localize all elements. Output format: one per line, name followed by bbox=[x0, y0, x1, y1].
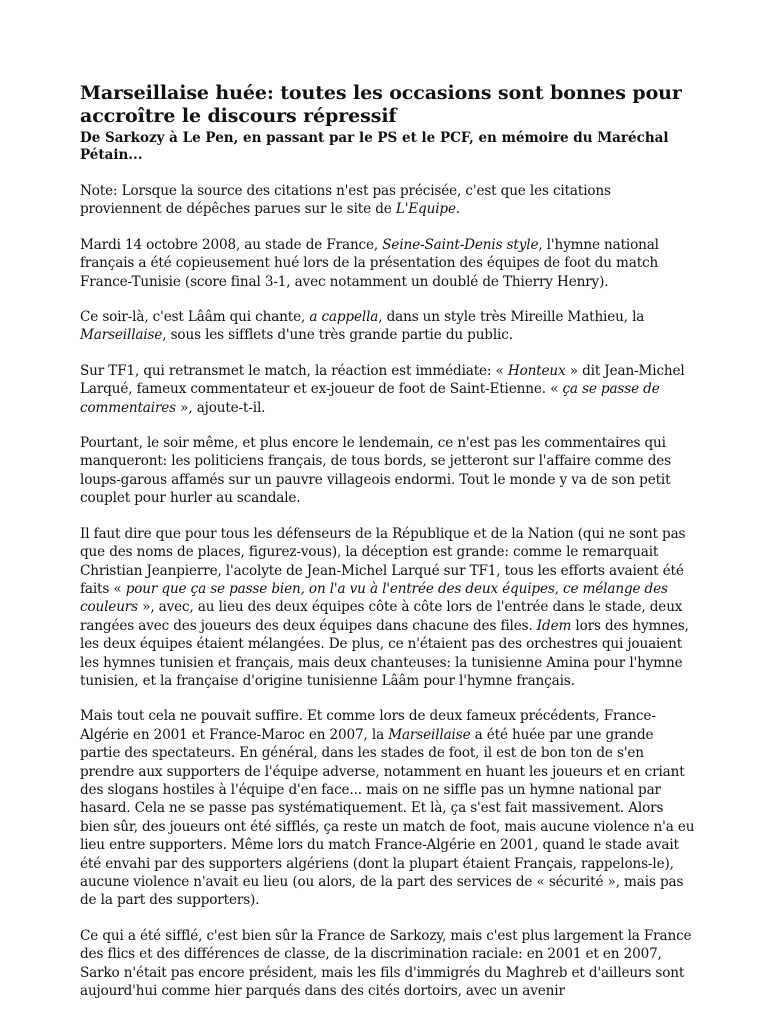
italic-run: Seine-Saint-Denis style bbox=[382, 236, 539, 253]
text-run: Note: Lorsque la source des citations n'est pas précisée, c'est que les citations proviennent de dépêches parues sur le site de bbox=[80, 183, 611, 218]
text-run: lors des hymnes, les deux équipes étaient mélangées. De plus, ce n'étaient pas des orchestres qui jouaient les hymnes tunisien et français, mais deux chanteuses: la tunisienne Amina pour l'hymne tunisien, et la française d'origine tunisienne Lââm pour l'hymne français. bbox=[80, 617, 689, 689]
paragraph bbox=[80, 434, 695, 508]
paragraph bbox=[80, 707, 695, 909]
italic-run: Honteux bbox=[507, 362, 566, 379]
text-run: Pourtant, le soir même, et plus encore le lendemain, ce n'est pas les commentaires qui manqueront: les politiciens français, de tous bords, se jetteront sur l'affaire comme des loups-garous affamés sur un pauvre villageois endormi. Tout le monde y va de son petit couplet pour hurler au scandale. bbox=[80, 435, 671, 507]
text-run: Ce qui a été sifflé, c'est bien sûr la France de Sarkozy, mais c'est plus largement la France des flics et des différences de classe, de la discrimination raciale: en 2001 et en 2007, Sarko n'était pas encore président, mais les fils d'immigrés du Maghreb et d'ailleurs sont aujourd'hui comme hier parqués dans des cités dortoirs, avec un avenir bbox=[80, 927, 692, 1000]
italic-run: Marseillaise bbox=[80, 327, 163, 344]
italic-run: ça se passe de commentaires bbox=[80, 381, 660, 416]
text-run: Mardi 14 octobre 2008, au stade de France, bbox=[80, 236, 383, 253]
text-run: Sur TF1, qui retransmet le match, la réaction est immédiate: « bbox=[80, 362, 508, 379]
text-run: Il faut dire que pour tous les défenseurs de la République et de la Nation (qui ne sont pas que des noms de places, figurez-vous), la déception est grande: comme le remarquait Christian Jeanpierre, l'acolyte de Jean-Michel Larqué sur TF1, tous les efforts avaient été faits « bbox=[80, 525, 686, 597]
article-body bbox=[80, 182, 695, 1000]
paragraph bbox=[80, 236, 695, 291]
text-run: , l'hymne national français a été copieusement hué lors de la présentation des équipes de foot du match France-Tunisie (score final 3-1, avec notamment un doublé de Thierry Henry). bbox=[80, 236, 659, 290]
article-title: Marseillaise huée: toutes les occasions sont bonnes pour accroître le discours répressif bbox=[80, 82, 682, 127]
text-run: », ajoute-t-il. bbox=[176, 399, 266, 416]
article-subtitle: De Sarkozy à Le Pen, en passant par le PS et le PCF, en mémoire du Maréchal Pétain... bbox=[80, 130, 669, 163]
italic-run: pour que ça se passe bien, on l'a vu à l'entrée des deux équipes, ce mélange des couleurs bbox=[80, 580, 668, 616]
paragraph bbox=[80, 927, 695, 1001]
italic-run: L'Equipe bbox=[395, 201, 456, 218]
italic-run: Marseillaise bbox=[388, 726, 471, 743]
text-run: » dit Jean-Michel Larqué, fameux commentateur et ex-joueur de foot de Saint-Etienne. « bbox=[80, 362, 685, 398]
text-run: Mais tout cela ne pouvait suffire. Et comme lors de deux fameux précédents, France-Algérie en 2001 et France-Maroc en 2007, la bbox=[80, 708, 656, 743]
paragraph bbox=[80, 308, 695, 345]
text-run: , dans un style très Mireille Mathieu, la bbox=[378, 309, 645, 326]
text-run: a été huée par une grande partie des spectateurs. En général, dans les stades de foot, il est de bon ton de s'en prendre aux supporters de l'équipe adverse, notamment en huant les joueurs et en criant des slogans hostiles à l'équipe d'en face... mais on ne siffle pas un hymne national par hasard. Cela ne se passe pas systématiquement. Et là, ça s'est fait massivement. Alors bien sûr, des joueurs ont été sifflés, ça reste un match de foot, mais aucune violence n'a eu lieu entre supporters. Même lors du match France-Algérie en 2001, quand le stade avait été envahi par des supporters algériens (dont la plupart étaient Français, rappelons-le), aucune violence n'avait eu lieu (ou alors, de la part des services de « sécurité », mais pas de la part des supporters). bbox=[80, 726, 695, 909]
text-run: , sous les sifflets d'une très grande partie du public. bbox=[162, 327, 513, 344]
italic-run: a cappella bbox=[309, 309, 379, 326]
text-run: Ce soir-là, c'est Lââm qui chante, bbox=[80, 309, 310, 326]
paragraph bbox=[80, 362, 695, 417]
text-run: », avec, au lieu des deux équipes côte à côte lors de l'entrée dans le stade, deux rangées avec des joueurs des deux équipes dans chacune des files. bbox=[80, 599, 683, 634]
article bbox=[80, 82, 695, 1017]
text-run: . bbox=[455, 201, 461, 218]
italic-run: Idem bbox=[536, 617, 572, 634]
paragraph bbox=[80, 182, 695, 219]
paragraph bbox=[80, 525, 695, 691]
header-spacer bbox=[80, 164, 695, 182]
